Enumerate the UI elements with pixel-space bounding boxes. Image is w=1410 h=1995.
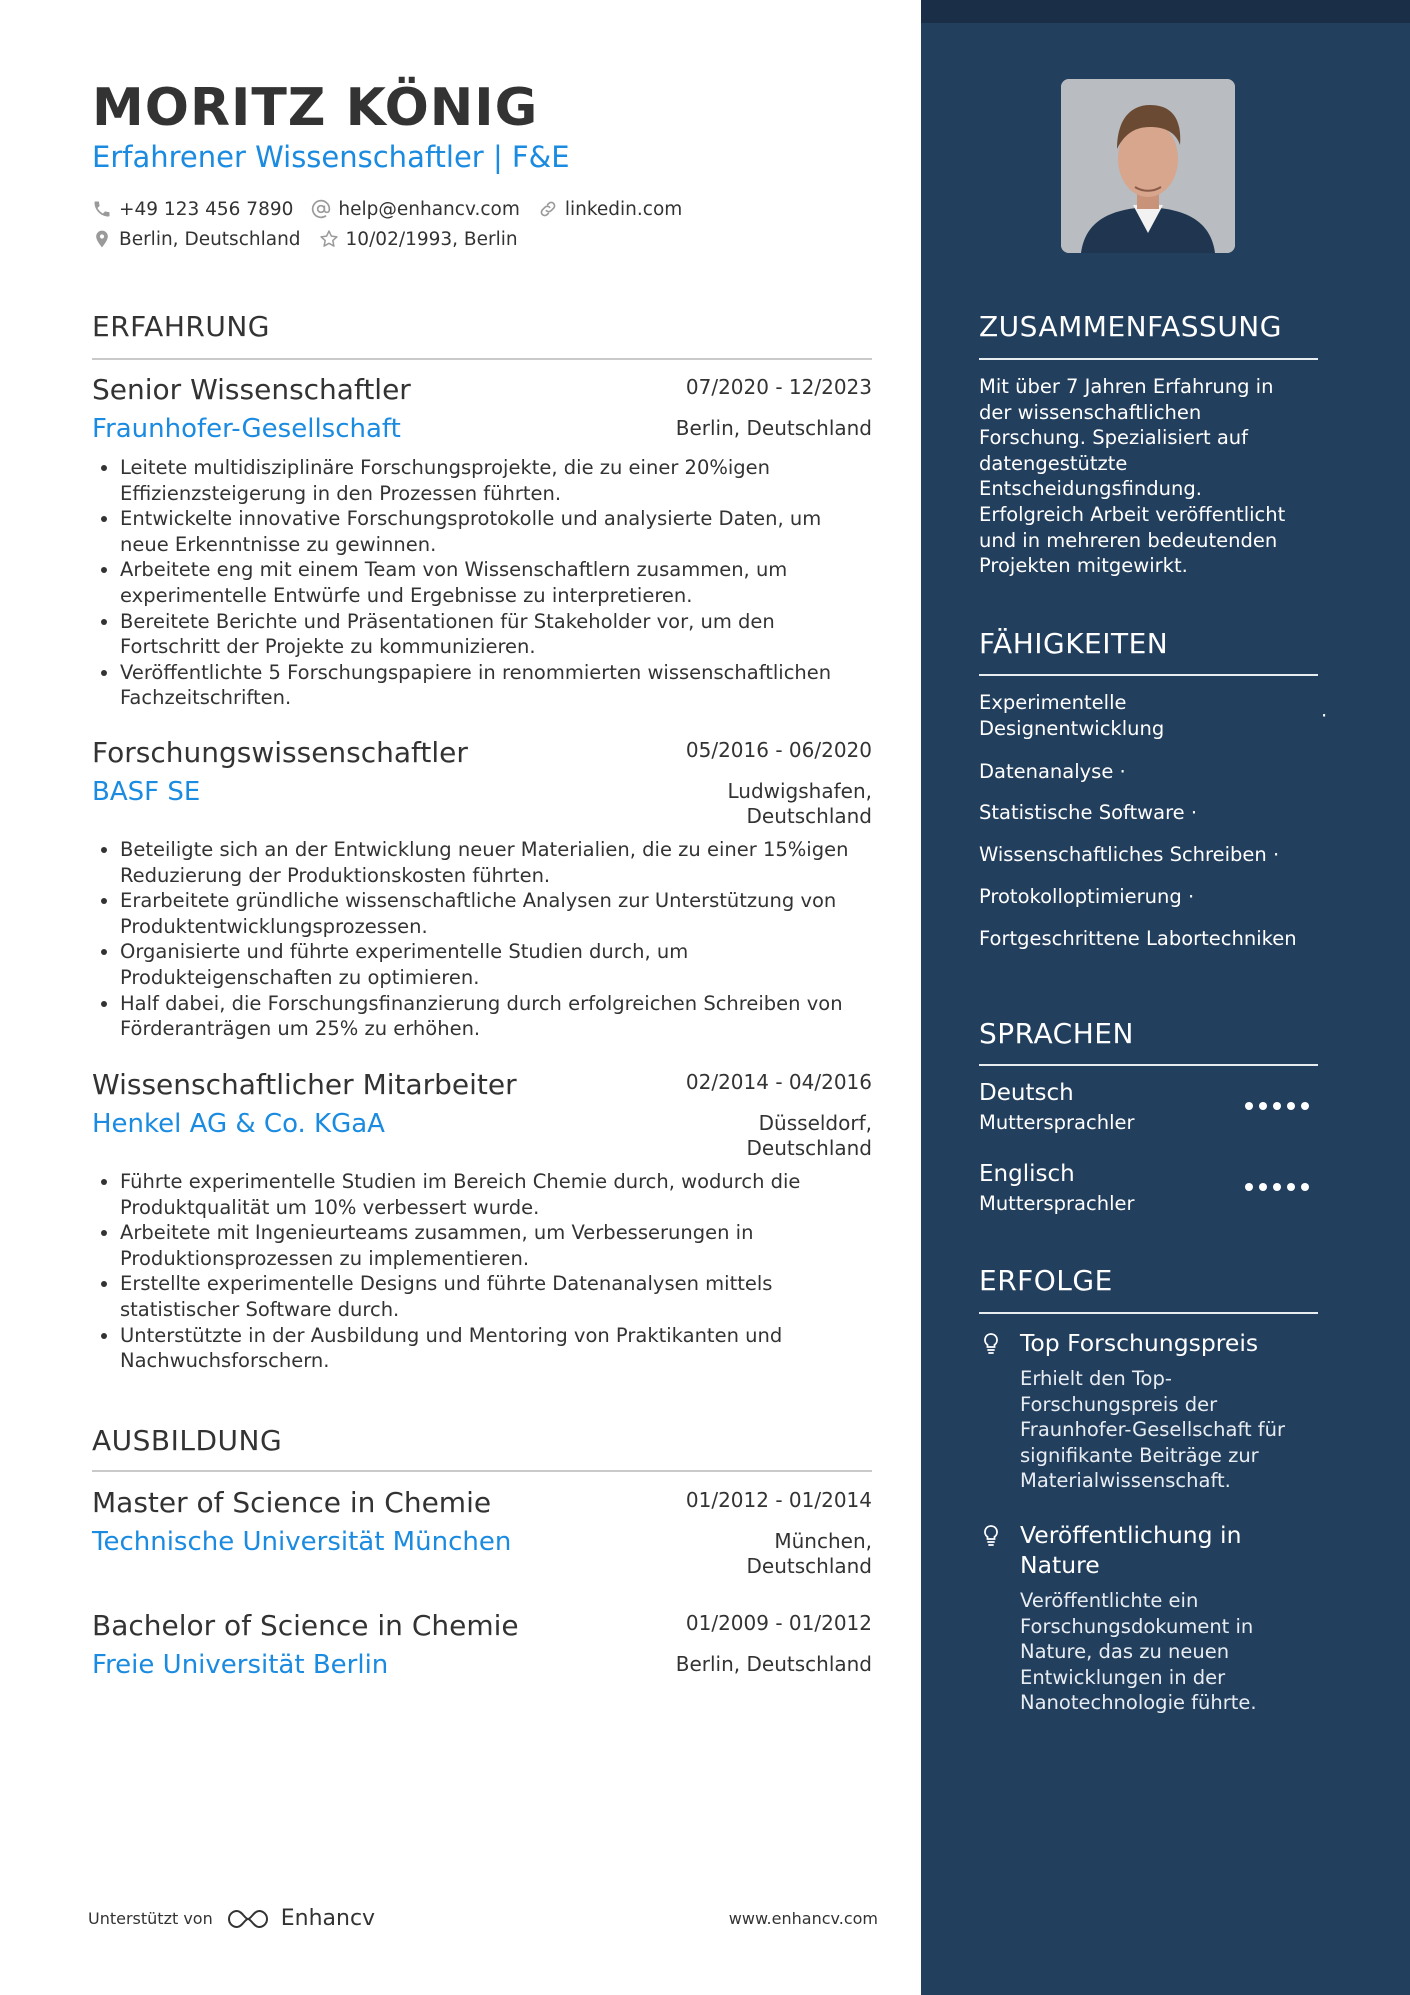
contact-email[interactable]: help@enhancv.com — [311, 199, 519, 220]
education-entry — [92, 1609, 872, 1699]
star-icon — [319, 229, 339, 249]
achievements-section-title: ERFOLGE — [979, 1264, 1113, 1297]
job-location: Düsseldorf, Deutschland — [746, 1111, 872, 1160]
footer-powered-by: Unterstützt von Enhancv — [88, 1906, 376, 1931]
candidate-headline: Erfahrener Wissenschaftler | F&E — [92, 140, 570, 174]
education-location: Berlin, Deutschland — [675, 1652, 872, 1676]
section-divider — [979, 674, 1318, 676]
section-divider — [92, 358, 872, 360]
rating-dot-filled — [1273, 1102, 1281, 1110]
skill-item: Wissenschaftliches Schreiben · — [979, 843, 1280, 866]
footer-website[interactable]: www.enhancv.com — [728, 1909, 878, 1928]
bullet-item: • Organisierte und führte experimentelle Studien durch, um Produkteigenschaften zu optimieren. — [120, 939, 872, 990]
job-dates: 05/2016 - 06/2020 — [685, 738, 872, 762]
bullet-item: • Bereitete Berichte und Präsentationen für Stakeholder vor, um den Fortschritt der Projekte zu kommunizieren. — [120, 609, 872, 660]
skill-item: Fortgeschrittene Labortechniken — [979, 927, 1297, 950]
language-name: Deutsch — [979, 1080, 1074, 1106]
skill-item: Datenanalyse · — [979, 760, 1126, 783]
skill-item: Experimentelle Designentwicklung — [979, 691, 1165, 740]
education-entry — [92, 1486, 872, 1596]
section-divider — [92, 1470, 872, 1472]
location-pin-icon — [92, 229, 112, 249]
language-name: Englisch — [979, 1161, 1075, 1187]
section-divider — [979, 1064, 1318, 1066]
enhancv-logo-icon — [225, 1907, 271, 1931]
job-location: Berlin, Deutschland — [675, 416, 872, 440]
summary-text: Mit über 7 Jahren Erfahrung in der wissenschaftlichen Forschung. Spezialisiert auf datengestützte Entscheidungsfindung. Erfolgreich Arbeit veröffentlicht und in mehreren bedeutenden Projekten mitgewirkt. — [979, 375, 1286, 578]
summary-section-title: ZUSAMMENFASSUNG — [979, 310, 1282, 343]
link-icon — [538, 199, 558, 219]
degree-title: Master of Science in Chemie — [92, 1486, 492, 1519]
job-title: Forschungswissenschaftler — [92, 736, 468, 769]
rating-dot-filled — [1259, 1102, 1267, 1110]
job-dates: 02/2014 - 04/2016 — [685, 1070, 872, 1094]
lightbulb-icon — [981, 1332, 1001, 1356]
lightbulb-icon — [981, 1524, 1001, 1548]
experience-entry — [92, 1068, 872, 1388]
bullet-item: • Entwickelte innovative Forschungsprotokolle und analysierte Daten, um neue Erkenntnisse zu gewinnen. — [120, 506, 872, 557]
contact-linkedin[interactable]: linkedin.com — [538, 199, 682, 220]
school-name: Technische Universität München — [92, 1527, 512, 1557]
phone-icon — [92, 199, 112, 219]
bullet-item: • Half dabei, die Forschungsfinanzierung durch erfolgreichen Schreiben von Förderanträgen um 25% zu erhöhen. — [120, 991, 872, 1042]
skill-separator: · — [1321, 704, 1328, 727]
rating-dot-filled — [1301, 1102, 1309, 1110]
experience-entry — [92, 736, 872, 1041]
skill-item: Protokolloptimierung · — [979, 885, 1195, 908]
job-bullets — [92, 1169, 872, 1374]
bullet-item: • Leitete multidisziplinäre Forschungsprojekte, die zu einer 20%igen Effizienzsteigerung in den Prozessen führten. — [120, 455, 872, 506]
bullet-item: • Führte experimentelle Studien im Bereich Chemie durch, wodurch die Produktqualität um 10% verbessert wurde. — [120, 1169, 872, 1220]
company-name: Fraunhofer-Gesellschaft — [92, 414, 401, 444]
education-dates: 01/2009 - 01/2012 — [685, 1611, 872, 1635]
job-title: Senior Wissenschaftler — [92, 373, 411, 406]
rating-dot-filled — [1259, 1183, 1267, 1191]
contact-phone: +49 123 456 7890 — [92, 199, 293, 220]
skills-section-title: FÄHIGKEITEN — [979, 627, 1169, 660]
candidate-name: MORITZ KÖNIG — [92, 78, 539, 138]
education-dates: 01/2012 - 01/2014 — [685, 1488, 872, 1512]
bullet-item: • Arbeitete mit Ingenieurteams zusammen, um Verbesserungen in Produktionsprozessen zu implementieren. — [120, 1220, 872, 1271]
company-name: Henkel AG & Co. KGaA — [92, 1109, 385, 1139]
rating-dot-filled — [1245, 1183, 1253, 1191]
rating-dot-filled — [1301, 1183, 1309, 1191]
job-dates: 07/2020 - 12/2023 — [685, 375, 872, 399]
achievement-title: Veröffentlichung in Nature — [1020, 1521, 1242, 1579]
contact-location: Berlin, Deutschland — [92, 229, 301, 250]
language-rating — [1245, 1183, 1315, 1191]
bullet-item: • Beteiligte sich an der Entwicklung neuer Materialien, die zu einer 15%igen Reduzierung der Produktionskosten führten. — [120, 837, 872, 888]
degree-title: Bachelor of Science in Chemie — [92, 1609, 519, 1642]
school-name: Freie Universität Berlin — [92, 1650, 389, 1680]
company-name: BASF SE — [92, 777, 201, 807]
profile-photo — [1061, 79, 1235, 253]
experience-entry — [92, 373, 872, 713]
bullet-item: • Unterstützte in der Ausbildung und Mentoring von Praktikanten und Nachwuchsforschern. — [120, 1323, 872, 1374]
contact-info — [92, 194, 700, 254]
sidebar-top-bar — [921, 0, 1410, 23]
contact-birth: 10/02/1993, Berlin — [319, 229, 518, 250]
rating-dot-filled — [1273, 1183, 1281, 1191]
job-bullets — [92, 837, 872, 1042]
job-title: Wissenschaftlicher Mitarbeiter — [92, 1068, 517, 1101]
person-portrait-icon — [1061, 79, 1235, 253]
rating-dot-filled — [1245, 1102, 1253, 1110]
language-level: Muttersprachler — [979, 1111, 1135, 1134]
education-location: München, Deutschland — [746, 1529, 872, 1578]
sidebar — [921, 0, 1410, 1995]
section-divider — [979, 1312, 1318, 1314]
languages-section-title: SPRACHEN — [979, 1017, 1134, 1050]
bullet-item: • Veröffentlichte 5 Forschungspapiere in renommierten wissenschaftlichen Fachzeitschriften. — [120, 660, 872, 711]
bullet-item: • Erstellte experimentelle Designs und führte Datenanalysen mittels statistischer Software durch. — [120, 1271, 872, 1322]
language-rating — [1245, 1102, 1315, 1110]
skill-item: Statistische Software · — [979, 801, 1198, 824]
rating-dot-filled — [1287, 1183, 1295, 1191]
experience-section-title: ERFAHRUNG — [92, 310, 270, 343]
bullet-item: • Arbeitete eng mit einem Team von Wissenschaftlern zusammen, um experimentelle Entwürfe und Ergebnisse zu interpretieren. — [120, 557, 872, 608]
education-section-title: AUSBILDUNG — [92, 1424, 283, 1457]
achievement-description: Erhielt den Top-Forschungspreis der Fraunhofer-Gesellschaft für signifikante Beiträge zur Materialwissenschaft. — [1020, 1367, 1286, 1493]
job-location: Ludwigshafen, Deutschland — [727, 779, 872, 828]
at-sign-icon — [311, 199, 331, 219]
achievement-title: Top Forschungspreis — [1020, 1329, 1259, 1357]
enhancv-logo[interactable]: Enhancv — [225, 1906, 375, 1931]
job-bullets — [92, 455, 872, 711]
section-divider — [979, 358, 1318, 360]
achievement-description: Veröffentlichte ein Forschungsdokument in Nature, das zu neuen Entwicklungen in der Nanotechnologie führte. — [1020, 1589, 1257, 1715]
bullet-item: • Erarbeitete gründliche wissenschaftliche Analysen zur Unterstützung von Produktentwicklungsprozessen. — [120, 888, 872, 939]
rating-dot-filled — [1287, 1102, 1295, 1110]
language-level: Muttersprachler — [979, 1192, 1135, 1215]
